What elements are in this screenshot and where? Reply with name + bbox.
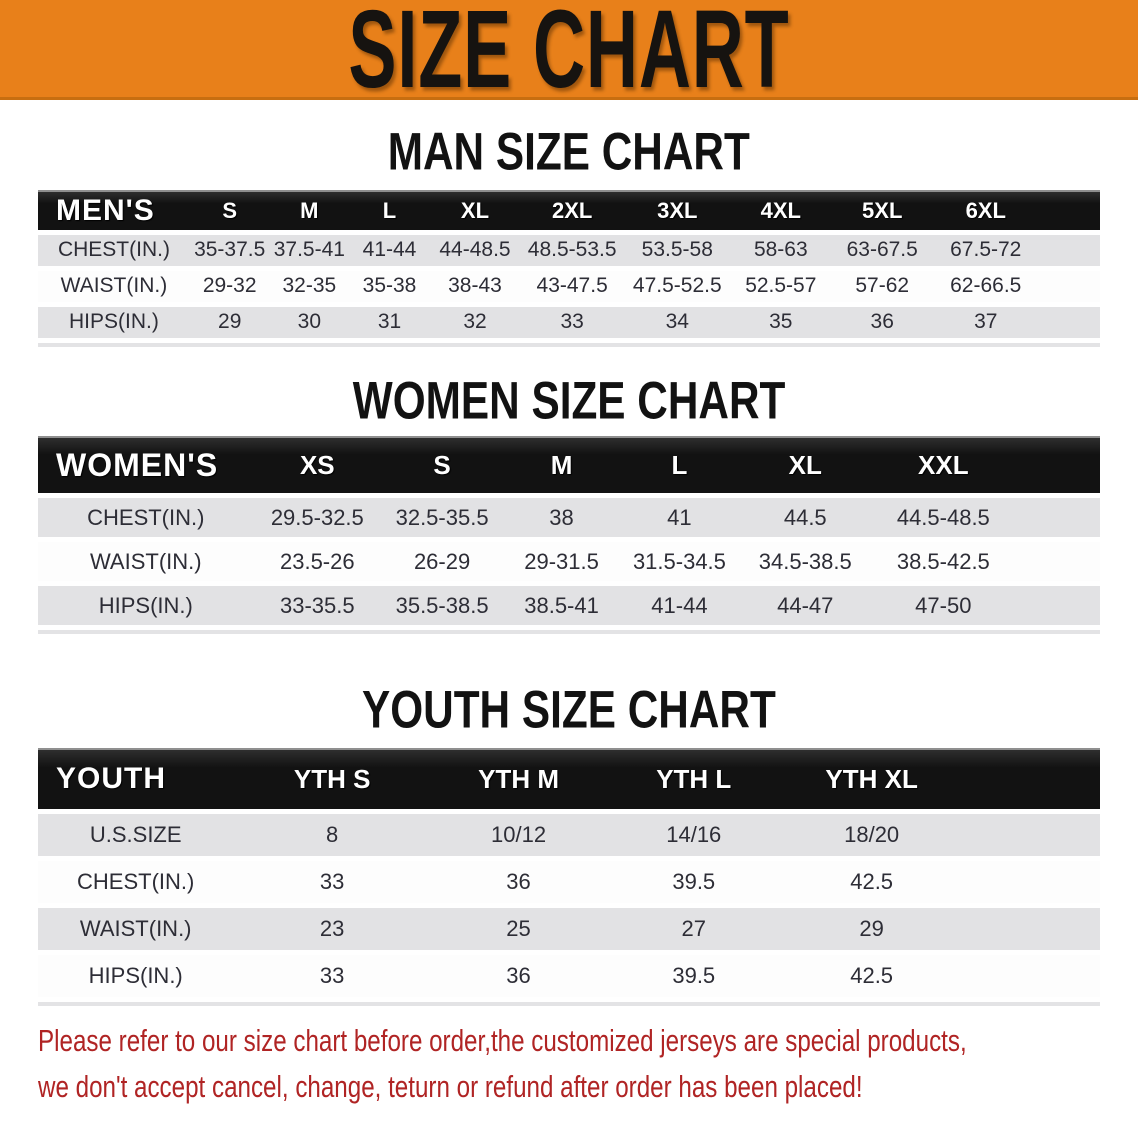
size-column-header: S xyxy=(381,436,503,493)
size-value-cell: 31.5-34.5 xyxy=(620,542,739,581)
size-column-header: YTH XL xyxy=(781,748,962,809)
row-label: HIPS(IN.) xyxy=(38,586,254,625)
measurement-row xyxy=(38,542,1100,581)
size-value-cell: 29.5-32.5 xyxy=(254,498,381,537)
banner xyxy=(0,0,1138,100)
row-label: CHEST(IN.) xyxy=(38,498,254,537)
measurement-row xyxy=(38,814,1100,856)
size-value-cell: 44-47 xyxy=(739,586,872,625)
size-value-cell: 25 xyxy=(431,908,606,950)
size-value-cell: 23 xyxy=(233,908,431,950)
women-section-heading-text: WOMEN SIZE CHART xyxy=(352,369,786,430)
size-value-cell: 36 xyxy=(431,955,606,997)
men-table-corner-label: MEN'S xyxy=(38,190,190,230)
women-size-section xyxy=(0,369,1138,635)
size-value-cell: 42.5 xyxy=(781,955,962,997)
row-filler xyxy=(1038,235,1100,266)
women-table-bottom-edge xyxy=(38,630,1100,634)
size-value-cell: 41-44 xyxy=(349,235,430,266)
size-value-cell: 34 xyxy=(624,307,730,338)
size-value-cell: 35.5-38.5 xyxy=(381,586,503,625)
size-column-header: 5XL xyxy=(831,190,933,230)
row-filler xyxy=(1015,498,1100,537)
size-value-cell: 38-43 xyxy=(430,271,520,302)
size-value-cell: 53.5-58 xyxy=(624,235,730,266)
youth-section-heading-text: YOUTH SIZE CHART xyxy=(362,679,776,740)
size-value-cell: 39.5 xyxy=(606,861,781,903)
measurement-row xyxy=(38,586,1100,625)
size-value-cell: 47.5-52.5 xyxy=(624,271,730,302)
row-filler xyxy=(1038,271,1100,302)
measurement-row xyxy=(38,908,1100,950)
size-value-cell: 37.5-41 xyxy=(270,235,350,266)
size-value-cell: 29 xyxy=(781,908,962,950)
size-column-header: YTH S xyxy=(233,748,431,809)
men-section-heading-text: MAN SIZE CHART xyxy=(387,121,751,181)
size-column-header: XL xyxy=(430,190,520,230)
size-value-cell: 47-50 xyxy=(872,586,1015,625)
size-value-cell: 26-29 xyxy=(381,542,503,581)
size-value-cell: 38.5-41 xyxy=(503,586,620,625)
row-filler xyxy=(962,955,1100,997)
row-label: U.S.SIZE xyxy=(38,814,233,856)
women-size-table xyxy=(38,431,1100,630)
size-column-header: S xyxy=(190,190,270,230)
women-table-corner-label: WOMEN'S xyxy=(38,436,254,493)
banner-title: SIZE CHART xyxy=(348,0,790,100)
size-value-cell: 58-63 xyxy=(730,235,831,266)
row-filler xyxy=(1015,542,1100,581)
size-column-header: XS xyxy=(254,436,381,493)
youth-table-bottom-edge xyxy=(38,1002,1100,1006)
size-value-cell: 32 xyxy=(430,307,520,338)
size-value-cell: 29-31.5 xyxy=(503,542,620,581)
men-size-section xyxy=(0,121,1138,347)
size-column-header: YTH L xyxy=(606,748,781,809)
women-section-heading xyxy=(0,369,1138,430)
size-value-cell: 33 xyxy=(233,861,431,903)
size-value-cell: 44.5 xyxy=(739,498,872,537)
measurement-row xyxy=(38,271,1100,302)
row-filler xyxy=(962,861,1100,903)
size-value-cell: 62-66.5 xyxy=(933,271,1038,302)
size-value-cell: 35-38 xyxy=(349,271,430,302)
youth-section-heading xyxy=(0,679,1138,740)
measurement-row xyxy=(38,955,1100,997)
row-filler xyxy=(1038,307,1100,338)
youth-size-table xyxy=(38,743,1100,1002)
size-column-header: 2XL xyxy=(520,190,624,230)
size-value-cell: 44-48.5 xyxy=(430,235,520,266)
size-column-header: XXL xyxy=(872,436,1015,493)
header-filler xyxy=(1015,436,1100,493)
size-value-cell: 33 xyxy=(520,307,624,338)
header-filler xyxy=(962,748,1100,809)
row-label: CHEST(IN.) xyxy=(38,861,233,903)
row-filler xyxy=(1015,586,1100,625)
size-value-cell: 18/20 xyxy=(781,814,962,856)
disclaimer xyxy=(38,1018,1100,1110)
size-column-header: M xyxy=(270,190,350,230)
size-column-header: XL xyxy=(739,436,872,493)
size-column-header: 3XL xyxy=(624,190,730,230)
size-column-header: M xyxy=(503,436,620,493)
size-value-cell: 33 xyxy=(233,955,431,997)
size-value-cell: 36 xyxy=(431,861,606,903)
size-value-cell: 57-62 xyxy=(831,271,933,302)
size-value-cell: 32.5-35.5 xyxy=(381,498,503,537)
men-section-heading xyxy=(0,121,1138,181)
size-value-cell: 10/12 xyxy=(431,814,606,856)
size-value-cell: 38 xyxy=(503,498,620,537)
size-value-cell: 34.5-38.5 xyxy=(739,542,872,581)
measurement-row xyxy=(38,861,1100,903)
size-value-cell: 30 xyxy=(270,307,350,338)
size-table-header-row xyxy=(38,748,1100,809)
size-value-cell: 37 xyxy=(933,307,1038,338)
row-label: HIPS(IN.) xyxy=(38,307,190,338)
youth-table-corner-label: YOUTH xyxy=(38,748,233,809)
size-value-cell: 27 xyxy=(606,908,781,950)
disclaimer-line-2: we don't accept cancel, change, teturn or refund after order has been placed! xyxy=(38,1068,863,1104)
header-filler xyxy=(1038,190,1100,230)
row-label: WAIST(IN.) xyxy=(38,908,233,950)
size-value-cell: 36 xyxy=(831,307,933,338)
row-label: CHEST(IN.) xyxy=(38,235,190,266)
size-value-cell: 63-67.5 xyxy=(831,235,933,266)
men-table-bottom-edge xyxy=(38,343,1100,347)
men-size-table xyxy=(38,185,1100,343)
size-value-cell: 14/16 xyxy=(606,814,781,856)
row-label: WAIST(IN.) xyxy=(38,271,190,302)
row-filler xyxy=(962,814,1100,856)
row-label: WAIST(IN.) xyxy=(38,542,254,581)
size-value-cell: 44.5-48.5 xyxy=(872,498,1015,537)
size-value-cell: 23.5-26 xyxy=(254,542,381,581)
size-column-header: L xyxy=(620,436,739,493)
size-table-header-row xyxy=(38,190,1100,230)
size-column-header: L xyxy=(349,190,430,230)
size-value-cell: 67.5-72 xyxy=(933,235,1038,266)
measurement-row xyxy=(38,498,1100,537)
disclaimer-line-1: Please refer to our size chart before order,the customized jerseys are special products, xyxy=(38,1022,967,1058)
size-value-cell: 29-32 xyxy=(190,271,270,302)
size-value-cell: 52.5-57 xyxy=(730,271,831,302)
size-value-cell: 41-44 xyxy=(620,586,739,625)
row-filler xyxy=(962,908,1100,950)
size-value-cell: 41 xyxy=(620,498,739,537)
size-column-header: 4XL xyxy=(730,190,831,230)
size-value-cell: 35 xyxy=(730,307,831,338)
size-value-cell: 32-35 xyxy=(270,271,350,302)
size-value-cell: 29 xyxy=(190,307,270,338)
size-column-header: 6XL xyxy=(933,190,1038,230)
size-value-cell: 43-47.5 xyxy=(520,271,624,302)
size-table-header-row xyxy=(38,436,1100,493)
size-value-cell: 39.5 xyxy=(606,955,781,997)
size-value-cell: 38.5-42.5 xyxy=(872,542,1015,581)
size-value-cell: 33-35.5 xyxy=(254,586,381,625)
size-value-cell: 8 xyxy=(233,814,431,856)
size-value-cell: 48.5-53.5 xyxy=(520,235,624,266)
size-column-header: YTH M xyxy=(431,748,606,809)
size-value-cell: 42.5 xyxy=(781,861,962,903)
row-label: HIPS(IN.) xyxy=(38,955,233,997)
measurement-row xyxy=(38,307,1100,338)
size-value-cell: 35-37.5 xyxy=(190,235,270,266)
size-value-cell: 31 xyxy=(349,307,430,338)
youth-size-section xyxy=(0,679,1138,1006)
measurement-row xyxy=(38,235,1100,266)
